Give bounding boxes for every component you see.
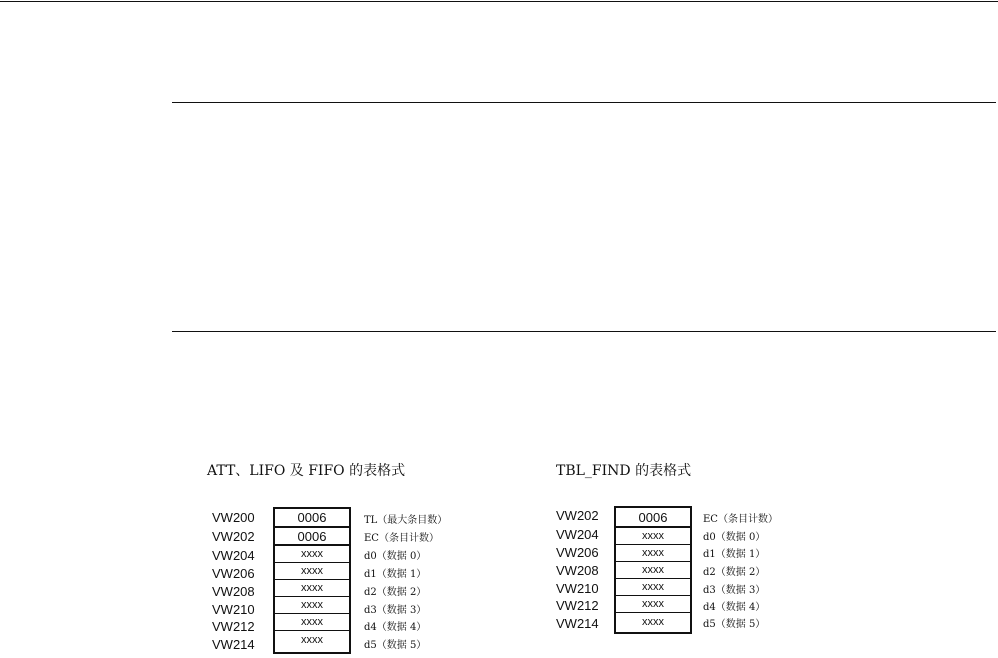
left-desc-4: d2（数据 2） <box>364 587 427 598</box>
left-cell-6: xxxx <box>275 614 349 631</box>
right-addr-5: VW212 <box>556 598 599 613</box>
left-cell-5: xxxx <box>275 597 349 614</box>
left-desc-1: EC（条目计数） <box>364 533 439 544</box>
left-cell-4: xxxx <box>275 580 349 597</box>
left-cell-3: xxxx <box>275 563 349 580</box>
right-addr-2: VW206 <box>556 545 599 560</box>
left-addr-1: VW202 <box>212 529 255 544</box>
left-addr-7: VW214 <box>212 637 255 652</box>
right-desc-6: d5（数据 5） <box>703 619 766 630</box>
right-diagram-title: TBL_FIND 的表格式 <box>556 463 692 479</box>
right-addr-4: VW210 <box>556 581 599 596</box>
right-addr-0: VW202 <box>556 508 599 523</box>
left-addr-5: VW210 <box>212 602 255 617</box>
right-addr-6: VW214 <box>556 616 599 631</box>
left-addr-0: VW200 <box>212 510 255 525</box>
right-memory-table <box>614 506 692 634</box>
left-desc-6: d4（数据 4） <box>364 622 427 633</box>
right-cell-4: xxxx <box>616 579 690 596</box>
right-desc-4: d3（数据 3） <box>703 585 766 596</box>
left-diagram-title: ATT、LIFO 及 FIFO 的表格式 <box>207 463 406 479</box>
right-desc-2: d1（数据 1） <box>703 549 766 560</box>
right-cell-0: 0006 <box>616 508 690 528</box>
right-desc-5: d4（数据 4） <box>703 602 766 613</box>
left-desc-7: d5（数据 5） <box>364 640 427 651</box>
left-cell-1: 0006 <box>275 528 349 546</box>
right-cell-6: xxxx <box>642 615 664 628</box>
section-rule-lower <box>172 331 996 332</box>
right-cell-3: xxxx <box>616 562 690 579</box>
left-addr-2: VW204 <box>212 548 255 563</box>
left-cell-2: xxxx <box>275 546 349 563</box>
left-addr-4: VW208 <box>212 584 255 599</box>
left-cell-7: xxxx <box>301 633 323 646</box>
left-addr-6: VW212 <box>212 619 255 634</box>
left-desc-0: TL（最大条目数） <box>364 515 448 526</box>
right-desc-3: d2（数据 2） <box>703 567 766 578</box>
right-cell-1: xxxx <box>616 528 690 545</box>
right-addr-3: VW208 <box>556 563 599 578</box>
left-memory-table <box>273 507 351 654</box>
top-rule <box>0 1 998 2</box>
right-cell-5: xxxx <box>616 596 690 613</box>
right-addr-1: VW204 <box>556 527 599 542</box>
right-desc-1: d0（数据 0） <box>703 532 766 543</box>
right-cell-2: xxxx <box>616 545 690 562</box>
left-desc-3: d1（数据 1） <box>364 569 427 580</box>
left-desc-2: d0（数据 0） <box>364 551 427 562</box>
left-cell-0: 0006 <box>275 509 349 528</box>
section-rule-upper <box>172 102 996 103</box>
right-desc-0: EC（条目计数） <box>703 514 778 525</box>
left-desc-5: d3（数据 3） <box>364 605 427 616</box>
left-addr-3: VW206 <box>212 566 255 581</box>
